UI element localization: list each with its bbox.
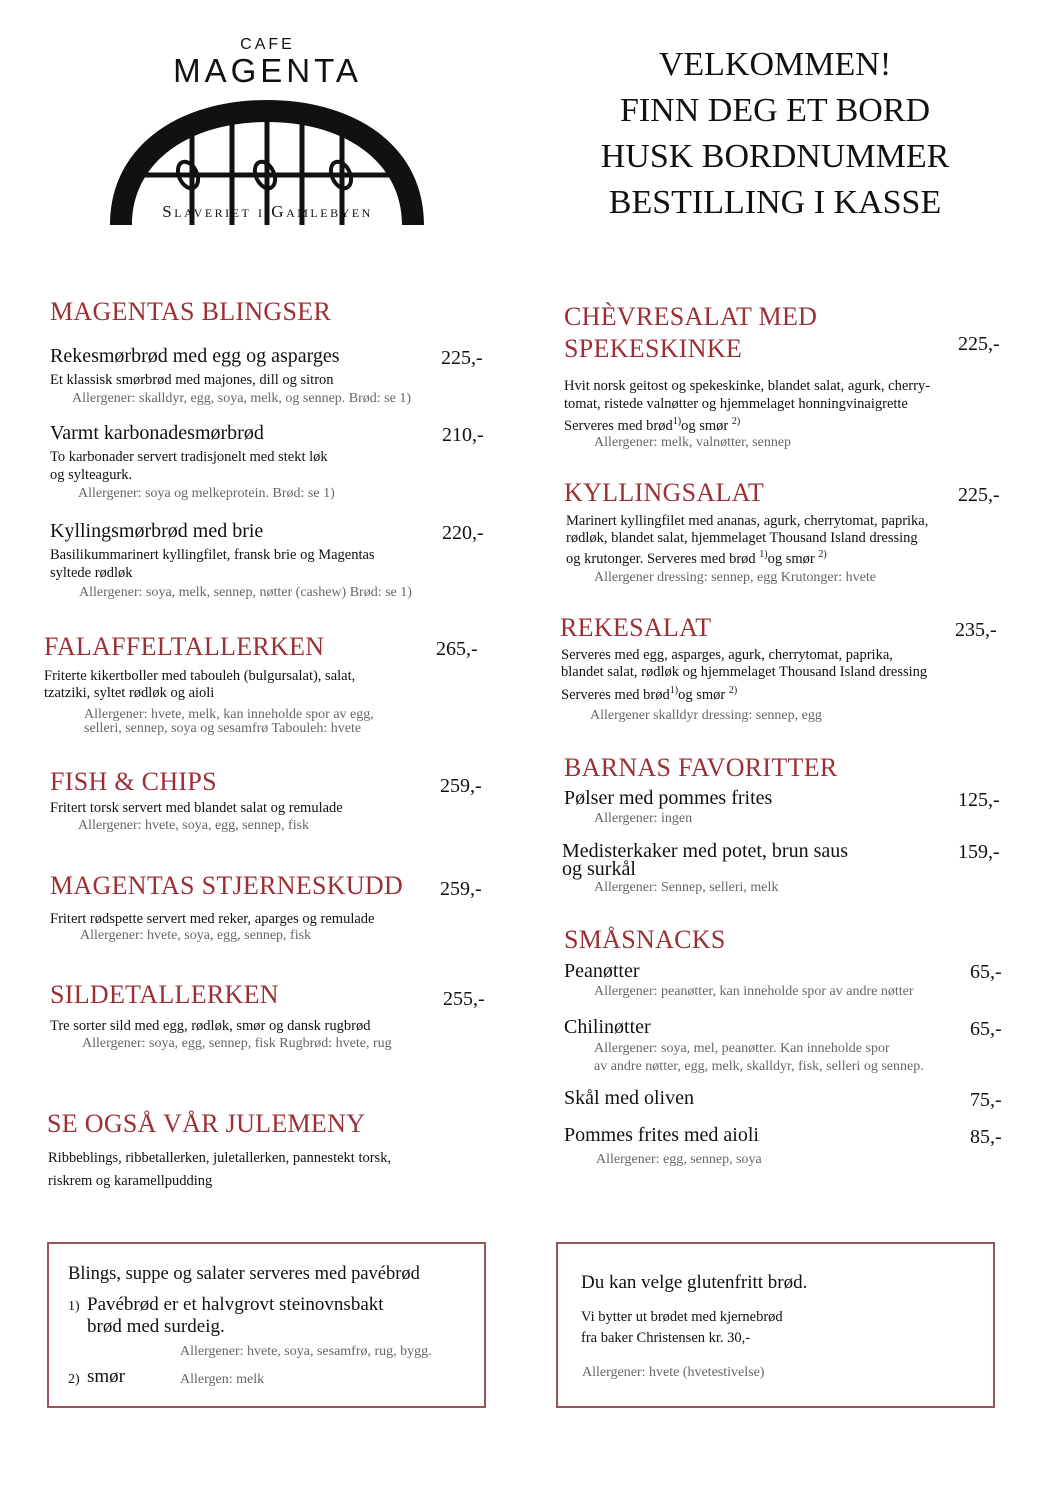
- logo: [100, 30, 435, 230]
- blingser-item2-allergens: Allergener: soya og melkeprotein. Brød: se 1): [78, 486, 335, 501]
- gluten-box-line-1: Vi bytter ut brødet med kjernebrød: [581, 1309, 783, 1325]
- barn-item1-price: 125,-: [958, 789, 1000, 811]
- blingser-item2-name: Varmt karbonadesmørbrød: [50, 422, 264, 444]
- kylling-sup-1: 1): [759, 549, 768, 560]
- blingser-item2-desc-2: og sylteagurk.: [50, 467, 133, 483]
- stjerneskudd-allergens: Allergener: hvete, soya, egg, sennep, fisk: [80, 928, 312, 943]
- bread-box-number-2: 2): [68, 1372, 80, 1387]
- heading-jule: SE OGSÅ VÅR JULEMENY: [47, 1109, 366, 1138]
- fish-desc: Fritert torsk servert med blandet salat og remulade: [50, 800, 343, 816]
- chevre-sup-1: 1): [672, 416, 682, 427]
- reke-serve-a: Serveres med brød: [561, 686, 670, 703]
- falaffel-allergens-1: Allergener: hvete, melk, kan inneholde spor av egg,: [84, 707, 374, 722]
- barn-item2-price: 159,-: [958, 841, 1000, 863]
- stjerneskudd-desc: Fritert rødspette servert med reker, aparges og remulade: [50, 911, 375, 927]
- bread-box-line-2: brød med surdeig.: [87, 1316, 225, 1337]
- fish-price: 259,-: [440, 775, 482, 797]
- bread-box-allergens-1: Allergener: hvete, soya, sesamfrø, rug, bygg.: [180, 1344, 432, 1359]
- jule-desc-1: Ribbeblings, ribbetallerken, juletallerken, pannestekt torsk,: [48, 1150, 392, 1166]
- blingser-item3-price: 220,-: [442, 522, 484, 544]
- heading-chevre-2: SPEKESKINKE: [564, 334, 743, 363]
- gluten-box-title: Du kan velge glutenfritt brød.: [581, 1272, 808, 1293]
- snacks-item2-name: Chilinøtter: [564, 1016, 651, 1038]
- kylling-desc-1: Marinert kyllingfilet med ananas, agurk, cherrytomat, paprika,: [566, 513, 929, 529]
- stjerneskudd-price: 259,-: [440, 878, 482, 900]
- kylling-serve-b: og smør: [767, 550, 819, 567]
- reke-serve-b: og smør: [678, 686, 729, 703]
- heading-kylling: KYLLINGSALAT: [564, 478, 765, 507]
- snacks-item2-allergens-1: Allergener: soya, mel, peanøtter. Kan inneholde spor: [594, 1041, 890, 1056]
- falaffel-desc-2: tzatziki, syltet rødløk og aioli: [44, 685, 215, 701]
- bread-box-butter: smør: [87, 1366, 125, 1387]
- snacks-item2-price: 65,-: [970, 1018, 1002, 1040]
- gluten-box-allergens: Allergener: hvete (hvetestivelse): [582, 1365, 765, 1380]
- heading-blingser: MAGENTAS BLINGSER: [50, 297, 332, 326]
- snacks-item4-price: 85,-: [970, 1126, 1002, 1148]
- reke-desc-1: Serveres med egg, asparges, agurk, cherrytomat, paprika,: [561, 647, 893, 663]
- snacks-item4-allergens: Allergener: egg, sennep, soya: [596, 1152, 762, 1167]
- kylling-desc-2: rødløk, blandet salat, hjemmelaget Thousand Island dressing: [566, 530, 918, 546]
- snacks-item3-price: 75,-: [970, 1089, 1002, 1111]
- chevre-sup-2: 2): [731, 416, 741, 427]
- blingser-item1-name: Rekesmørbrød med egg og asparges: [50, 345, 340, 367]
- welcome-line-3: HUSK BORDNUMMER: [600, 138, 950, 175]
- bread-box-title: Blings, suppe og salater serveres med pavébrød: [68, 1264, 420, 1284]
- reke-price: 235,-: [955, 619, 997, 641]
- blingser-item2-price: 210,-: [442, 424, 484, 446]
- heading-reke: REKESALAT: [560, 613, 712, 642]
- heading-falaffel: FALAFFELTALLERKEN: [44, 632, 325, 661]
- gluten-box-line-2: fra baker Christensen kr. 30,-: [581, 1330, 751, 1346]
- fish-allergens: Allergener: hvete, soya, egg, sennep, fisk: [78, 818, 310, 833]
- falaffel-allergens-2: selleri, sennep, soya og sesamfrø Tabouleh: hvete: [84, 721, 362, 736]
- heading-barn: BARNAS FAVORITTER: [564, 753, 838, 782]
- blingser-item3-desc-1: Basilikummarinert kyllingfilet, fransk brie og Magentas: [50, 547, 375, 563]
- kylling-price: 225,-: [958, 484, 1000, 506]
- chevre-desc-2: tomat, ristede valnøtter og hjemmelaget honningvinaigrette: [564, 396, 908, 412]
- heading-fish: FISH & CHIPS: [50, 767, 217, 796]
- chevre-serve-b: og smør: [681, 417, 732, 434]
- heading-chevre-1: CHÈVRESALAT MED: [564, 302, 818, 331]
- jule-desc-2: riskrem og karamellpudding: [48, 1173, 213, 1189]
- welcome-line-4: BESTILLING I KASSE: [608, 184, 942, 221]
- barn-item1-allergens: Allergener: ingen: [594, 811, 693, 826]
- blingser-item2-desc-1: To karbonader servert tradisjonelt med stekt løk: [50, 449, 328, 465]
- reke-sup-1: 1): [669, 685, 679, 696]
- snacks-item3-name: Skål med oliven: [564, 1087, 694, 1109]
- falaffel-price: 265,-: [436, 638, 478, 660]
- kylling-serve: [566, 546, 827, 568]
- kylling-serve-a: og krutonger. Serveres med brød: [566, 550, 760, 567]
- bread-info-box: [47, 1242, 486, 1408]
- chevre-price: 225,-: [958, 333, 1000, 355]
- gluten-free-box: [556, 1242, 995, 1408]
- barn-item2-allergens: Allergener: Sennep, selleri, melk: [594, 880, 779, 895]
- blingser-item1-allergens: Allergener: skalldyr, egg, soya, melk, og sennep. Brød: se 1): [72, 391, 411, 406]
- reke-desc-2: blandet salat, rødløk og hjemmelaget Thousand Island dressing: [561, 664, 928, 680]
- reke-allergens: Allergener skalldyr dressing: sennep, egg: [590, 708, 822, 723]
- chevre-allergens: Allergener: melk, valnøtter, sennep: [594, 435, 792, 450]
- blingser-item3-desc-2: syltede rødløk: [50, 565, 133, 581]
- logo-name-text: MAGENTA: [173, 52, 362, 89]
- barn-item2-name-2: og surkål: [562, 858, 636, 880]
- bread-box-allergens-2: Allergen: melk: [180, 1372, 265, 1387]
- chevre-serve: [564, 413, 740, 435]
- blingser-item1-price: 225,-: [441, 347, 483, 369]
- silde-allergens: Allergener: soya, egg, sennep, fisk Rugbrød: hvete, rug: [82, 1036, 392, 1051]
- logo-subtitle: Slaveriet i Gamlebyen: [162, 202, 373, 221]
- barn-item2-name-1: Medisterkaker med potet, brun saus: [562, 840, 849, 862]
- welcome-line-2: FINN DEG ET BORD: [619, 92, 931, 129]
- snacks-item4-name: Pommes frites med aioli: [564, 1124, 759, 1146]
- snacks-item1-name: Peanøtter: [564, 960, 640, 982]
- kylling-sup-2: 2): [818, 549, 827, 560]
- snacks-item1-allergens: Allergener: peanøtter, kan inneholde spor av andre nøtter: [594, 984, 914, 999]
- blingser-item3-name: Kyllingsmørbrød med brie: [50, 520, 264, 542]
- kylling-allergens: Allergener dressing: sennep, egg Krutonger: hvete: [594, 570, 876, 585]
- reke-serve: [561, 682, 737, 704]
- chevre-serve-a: Serveres med brød: [564, 417, 673, 434]
- heading-silde: SILDETALLERKEN: [50, 980, 279, 1009]
- snacks-item1-price: 65,-: [970, 961, 1002, 983]
- silde-price: 255,-: [443, 988, 485, 1010]
- silde-desc: Tre sorter sild med egg, rødløk, smør og dansk rugbrød: [50, 1018, 371, 1034]
- barn-item1-name: Pølser med pommes frites: [564, 787, 773, 809]
- blingser-item3-allergens: Allergener: soya, melk, sennep, nøtter (cashew) Brød: se 1): [79, 585, 412, 600]
- falaffel-desc-1: Friterte kikertboller med tabouleh (bulgursalat), salat,: [44, 668, 356, 684]
- reke-sup-2: 2): [728, 685, 738, 696]
- chevre-desc-1: Hvit norsk geitost og spekeskinke, blandet salat, agurk, cherry-: [564, 378, 931, 394]
- snacks-item2-allergens-2: av andre nøtter, egg, melk, skalldyr, fisk, selleri og sennep.: [594, 1059, 924, 1074]
- heading-stjerneskudd: MAGENTAS STJERNESKUDD: [50, 871, 404, 900]
- blingser-item1-desc: Et klassisk smørbrød med majones, dill og sitron: [50, 372, 334, 388]
- welcome-line-1: VELKOMMEN!: [658, 46, 892, 83]
- heading-snacks: SMÅSNACKS: [564, 925, 726, 954]
- welcome-block: [560, 42, 990, 226]
- bread-box-number-1: 1): [68, 1299, 80, 1314]
- bread-box-line-1: Pavébrød er et halvgrovt steinovnsbakt: [87, 1294, 384, 1315]
- logo-cafe-text: CAFE: [240, 36, 295, 53]
